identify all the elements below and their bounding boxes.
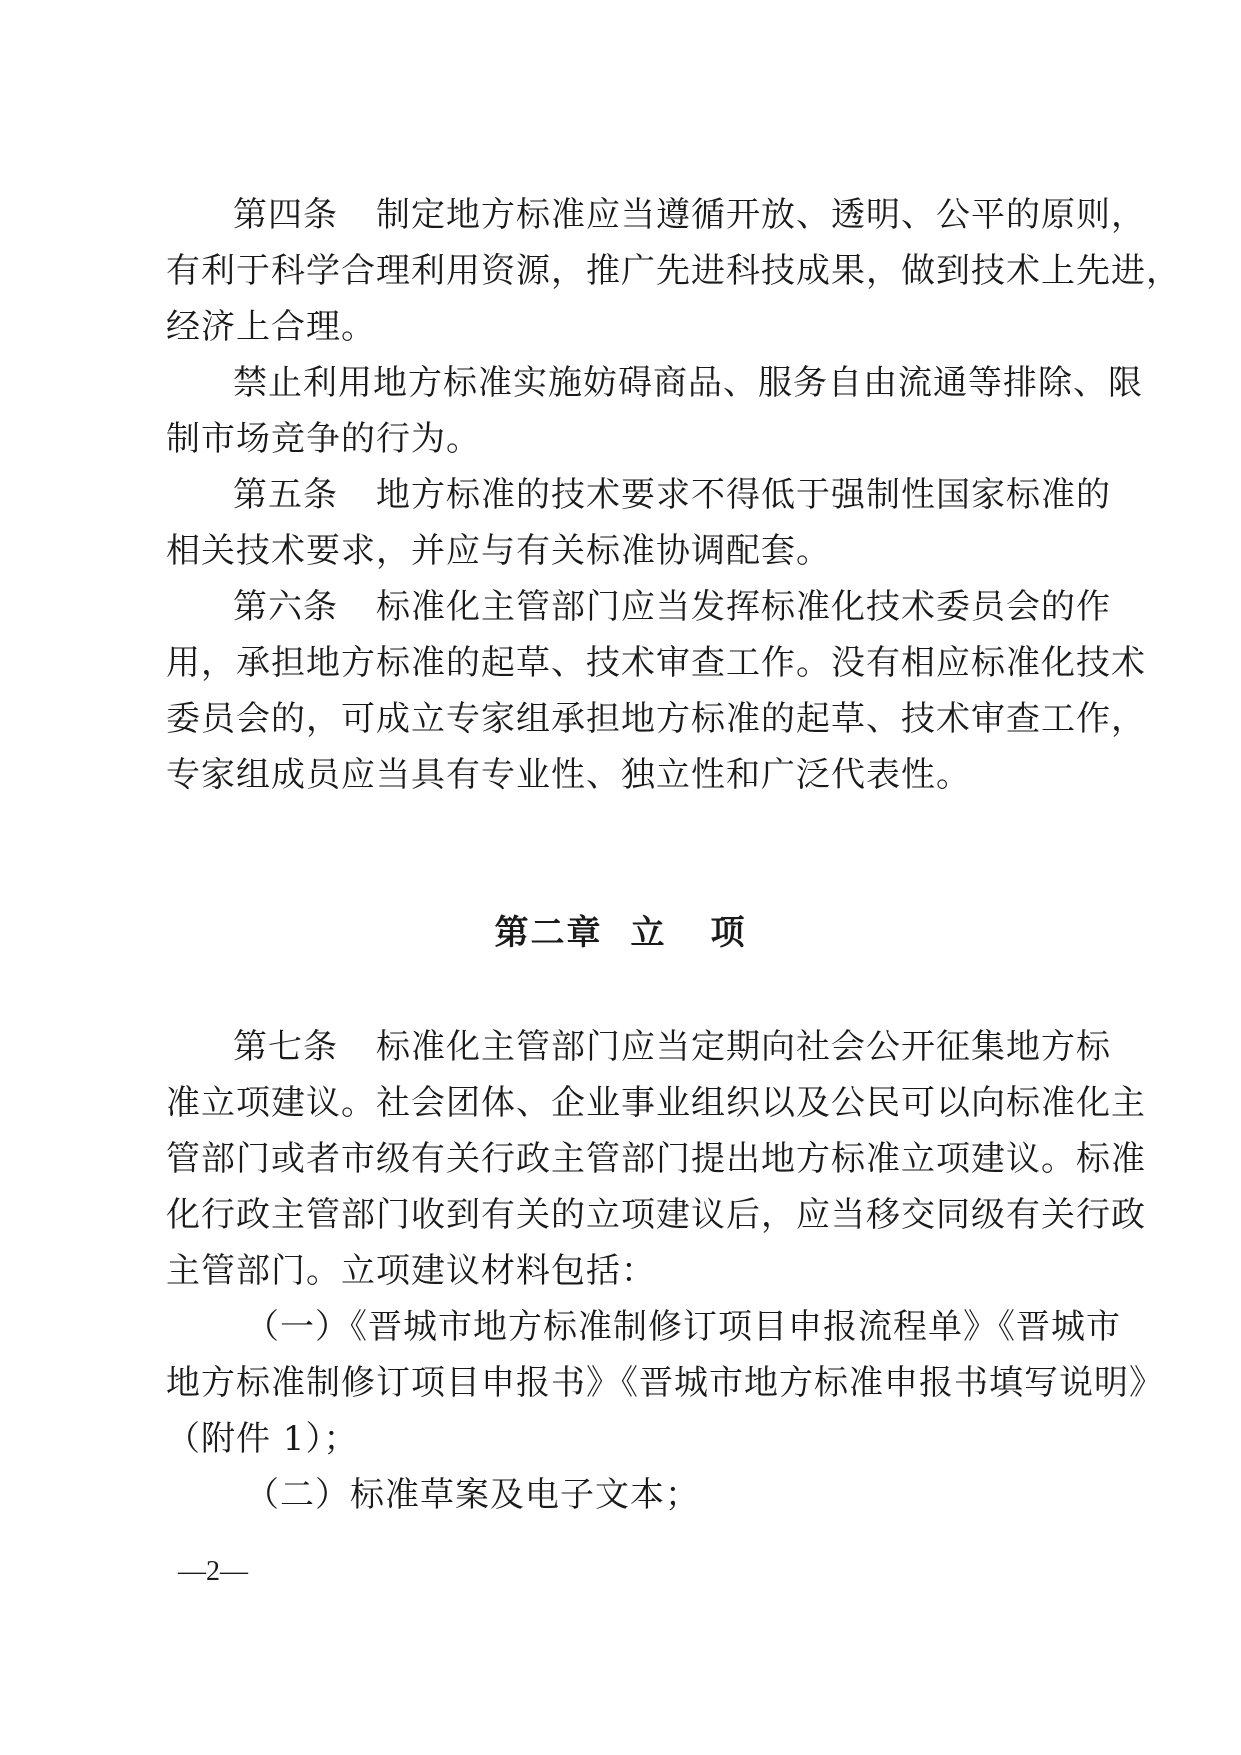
- article-5-text: 地方标准的技术要求不得低于强制性国家标准的: [376, 475, 1111, 515]
- article-7-text: 标准化主管部门应当定期向社会公开征集地方标: [376, 1027, 1111, 1067]
- article-6-line-3: 委员会的，可成立专家组承担地方标准的起草、技术审查工作，: [166, 699, 1146, 739]
- article-4-line-2: 有利于科学合理利用资源，推广先进科技成果，做到技术上先进，: [166, 251, 1181, 291]
- article-6-text: 标准化主管部门应当发挥标准化技术委员会的作: [376, 587, 1111, 627]
- article-7-number: 第七条: [233, 1027, 338, 1067]
- item-1-line-2: 地方标准制修订项目申报书》《晋城市地方标准申报书填写说明》: [166, 1363, 1164, 1403]
- article-6-line-1: [233, 577, 1111, 637]
- item-2-line-1: （二）标准草案及电子文本；: [245, 1475, 700, 1515]
- chapter-word-2: 项: [710, 913, 747, 953]
- article-5-line-1: [233, 465, 1111, 525]
- article-4-number: 第四条: [233, 195, 338, 235]
- article-6-line-4: 专家组成员应当具有专业性、独立性和广泛代表性。: [166, 755, 971, 795]
- article-7-line-3: 管部门或者市级有关行政主管部门提出地方标准立项建议。标准: [166, 1139, 1146, 1179]
- article-4-text: 制定地方标准应当遵循开放、透明、公平的原则，: [376, 195, 1146, 235]
- chapter-title: [0, 903, 1241, 963]
- page-number: —2—: [178, 1556, 248, 1587]
- article-7-line-4: 化行政主管部门收到有关的立项建议后，应当移交同级有关行政: [166, 1195, 1146, 1235]
- article-4-line-3: 经济上合理。: [166, 307, 376, 347]
- article-7-line-5: 主管部门。立项建议材料包括：: [166, 1251, 656, 1291]
- article-7-line-2: 准立项建议。社会团体、企业事业组织以及公民可以向标准化主: [166, 1083, 1146, 1123]
- article-5-line-2: 相关技术要求，并应与有关标准协调配套。: [166, 531, 831, 571]
- article-4-para-2-line-2: 制市场竞争的行为。: [166, 419, 481, 459]
- article-5-number: 第五条: [233, 475, 338, 515]
- chapter-word-1: 立: [630, 913, 667, 953]
- item-1-line-1: （一）《晋城市地方标准制修订项目申报流程单》《晋城市: [245, 1307, 1121, 1347]
- item-1-line-3: （附件 1）；: [166, 1419, 359, 1459]
- article-7-line-1: [233, 1017, 1111, 1077]
- chapter-number: 第二章: [494, 913, 603, 953]
- article-6-line-2: 用，承担地方标准的起草、技术审查工作。没有相应标准化技术: [166, 643, 1146, 683]
- article-6-number: 第六条: [233, 587, 338, 627]
- article-4-line-1: [233, 185, 1146, 245]
- article-4-para-2-line-1: 禁止利用地方标准实施妨碍商品、服务自由流通等排除、限: [233, 363, 1143, 403]
